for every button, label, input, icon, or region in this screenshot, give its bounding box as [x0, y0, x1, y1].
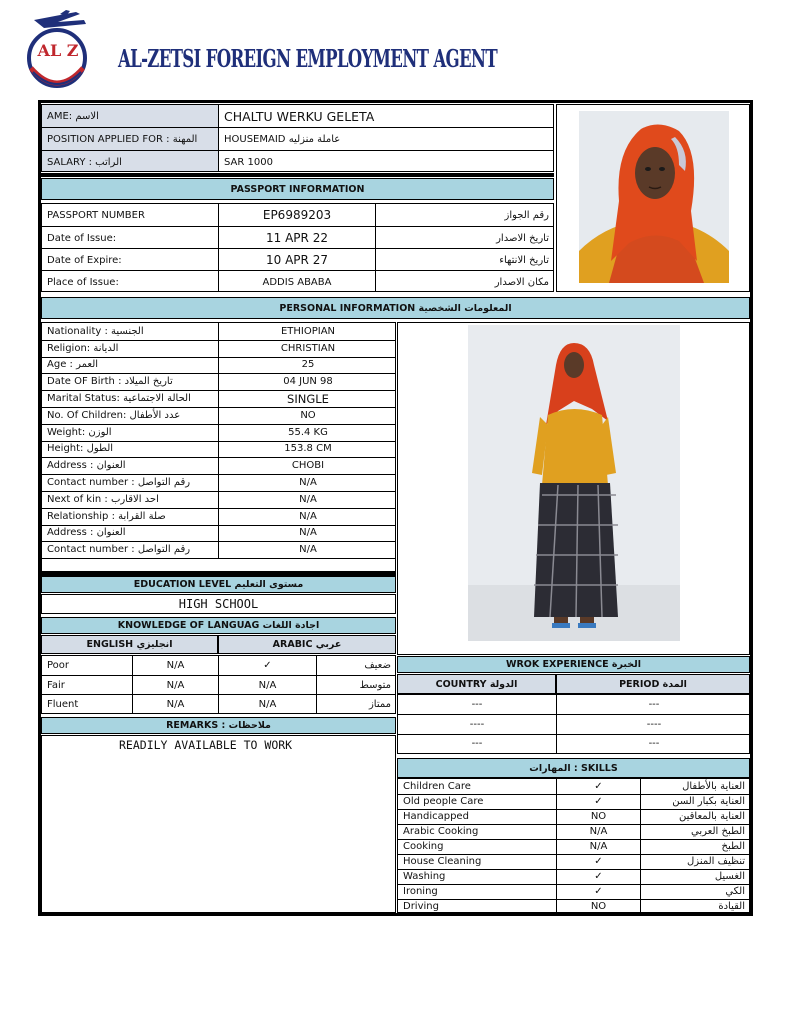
personal-value: SINGLE [287, 391, 329, 406]
personal-label: Religion: الديانة [47, 342, 119, 354]
personal-label: Address : العنوان [47, 527, 126, 539]
passport-number-arabic: رقم الجواز [504, 209, 549, 221]
language-level-label: Poor [47, 660, 70, 671]
skill-label: Old people Care [403, 796, 484, 807]
personal-value: N/A [299, 510, 317, 522]
place-of-issue-value: ADDIS ABABA [262, 276, 332, 288]
skill-value: NO [590, 811, 607, 822]
skill-label: Driving [403, 901, 439, 912]
personal-label: Address : العنوان [47, 460, 126, 472]
name-label: AME: الاسم [47, 110, 99, 122]
personal-label: Age : العمر [47, 359, 99, 371]
name-value: CHALTU WERKU GELETA [224, 108, 375, 124]
skill-arabic: الطبخ العربي [691, 826, 745, 837]
skill-label: Ironing [403, 886, 438, 897]
full-body-photo [468, 325, 680, 641]
english-level-value: N/A [166, 660, 185, 671]
skill-arabic: الطبخ [721, 841, 745, 852]
personal-label: Height: الطول [47, 443, 114, 455]
skill-label: Handicapped [403, 811, 469, 822]
passport-photo [579, 111, 729, 283]
personal-label: Next of kin : احد الاقارب [47, 493, 159, 505]
personal-value: NO [300, 409, 316, 421]
skill-value: ✓ [594, 886, 603, 897]
salary-label: SALARY : الراتب [47, 156, 122, 168]
education-value: HIGH SCHOOL [178, 597, 259, 611]
remarks-value: READILY AVAILABLE TO WORK [119, 738, 293, 752]
remarks-section-title: REMARKS : ملاحظات [41, 717, 396, 734]
language-section-title: KNOWLEDGE OF LANGUAG اجادة اللغات [41, 617, 396, 634]
period-header: PERIOD المدة [556, 674, 750, 694]
divider [41, 173, 554, 177]
expire-date-label: Date of Expire: [47, 254, 122, 266]
personal-value: ETHIOPIAN [280, 325, 336, 337]
skill-value: NO [590, 901, 607, 912]
skill-value: ✓ [594, 871, 603, 882]
personal-value: N/A [299, 477, 317, 489]
skill-label: Arabic Cooking [403, 826, 479, 837]
skill-value: ✓ [594, 856, 603, 867]
skill-arabic: الكي [725, 886, 745, 897]
issue-date-value: 11 APR 22 [266, 231, 328, 245]
passport-number-value: EP6989203 [262, 208, 332, 222]
skill-arabic: الغسيل [714, 871, 745, 882]
arabic-level-value: ✓ [263, 660, 272, 671]
top-info-table [41, 104, 554, 172]
passport-photo-frame [556, 104, 750, 292]
english-level-value: N/A [166, 679, 185, 691]
skill-label: Children Care [403, 781, 471, 792]
place-of-issue-label: Place of Issue: [47, 276, 119, 288]
passport-table [41, 203, 554, 292]
personal-value: CHOBI [291, 460, 325, 472]
experience-country: ---- [469, 718, 485, 730]
personal-value: 55.4 KG [288, 426, 328, 438]
arabic-level-label: متوسط [359, 679, 391, 691]
personal-label: Nationality : الجنسية [47, 325, 144, 337]
personal-label: Contact number : رقم التواصل [47, 544, 191, 556]
place-of-issue-arabic: مكان الاصدار [494, 276, 549, 288]
personal-table [41, 322, 396, 572]
language-table [41, 655, 396, 714]
skill-value: N/A [589, 841, 608, 852]
personal-value: 04 JUN 98 [283, 376, 333, 388]
position-value: HOUSEMAID عاملة منزليه [224, 133, 341, 145]
expire-date-value: 10 APR 27 [266, 253, 328, 267]
personal-label: No. Of Children: عدد الأطفال [47, 409, 181, 421]
education-value-box [41, 594, 396, 614]
experience-section-title: WROK EXPERIENCE الخبرة [397, 656, 750, 673]
agency-name: AL-ZETSI FOREIGN EMPLOYMENT AGENT [118, 44, 498, 73]
personal-label: Weight: الوزن [47, 426, 112, 438]
experience-period: --- [648, 738, 660, 750]
skills-table [397, 778, 750, 913]
experience-country: --- [471, 738, 483, 750]
experience-table [397, 694, 750, 754]
experience-country: --- [471, 699, 483, 710]
personal-section-title: PERSONAL INFORMATION المعلومات الشخصية [41, 297, 750, 319]
logo-letters: AL Z [37, 41, 79, 60]
personal-value: 153.8 CM [284, 443, 332, 455]
country-header: COUNTRY الدولة [397, 674, 556, 694]
personal-value: 25 [301, 359, 315, 371]
issue-date-label: Date of Issue: [47, 232, 117, 244]
experience-period: --- [648, 699, 660, 710]
personal-value: N/A [299, 493, 317, 505]
skill-label: Cooking [403, 841, 444, 852]
arabic-header: ARABIC عربي [218, 635, 396, 654]
passport-number-label: PASSPORT NUMBER [47, 209, 145, 221]
skill-arabic: العناية بكبار السن [672, 796, 745, 807]
skill-value: ✓ [594, 781, 603, 792]
education-section-title: EDUCATION LEVEL مستوى التعليم [41, 576, 396, 593]
row-divider [42, 558, 396, 559]
expire-date-arabic: تاريخ الانتهاء [499, 254, 549, 266]
language-level-label: Fluent [47, 699, 79, 710]
arabic-level-label: ممتاز [368, 699, 391, 710]
skill-arabic: القيادة [718, 901, 745, 912]
remarks-box [41, 735, 396, 913]
personal-label: Relationship : صلة القرابة [47, 510, 166, 522]
personal-value: CHRISTIAN [280, 342, 336, 354]
personal-label: Marital Status: الحالة الاجتماعية [47, 393, 191, 405]
skill-value: N/A [589, 826, 608, 837]
passport-section-title: PASSPORT INFORMATION [41, 178, 554, 200]
arabic-level-value: N/A [258, 679, 277, 691]
skill-arabic: تنظيف المنزل [687, 856, 745, 867]
arabic-level-label: ضعيف [364, 660, 391, 671]
position-label: POSITION APPLIED FOR : المهنة [47, 133, 198, 145]
english-header: ENGLISH انجليزي [41, 635, 218, 654]
skill-label: House Cleaning [403, 856, 482, 867]
skill-value: ✓ [594, 796, 603, 807]
skills-section-title: المهارات : SKILLS [397, 758, 750, 778]
salary-value: SAR 1000 [224, 156, 273, 168]
personal-label: Date OF Birth : تاريخ الميلاد [47, 376, 173, 388]
language-level-label: Fair [47, 679, 65, 691]
english-level-value: N/A [166, 699, 185, 710]
personal-label: Contact number : رقم التواصل [47, 477, 191, 489]
full-body-photo-frame [397, 322, 750, 655]
experience-period: ---- [646, 718, 662, 730]
issue-date-arabic: تاريخ الاصدار [496, 232, 549, 244]
skill-arabic: العناية بالأطفال [682, 781, 745, 792]
personal-value: N/A [299, 527, 317, 539]
arabic-level-value: N/A [258, 699, 277, 710]
agency-logo [14, 6, 100, 92]
skill-arabic: العناية بالمعاقين [679, 811, 745, 822]
skill-label: Washing [403, 871, 446, 882]
personal-value: N/A [299, 544, 317, 556]
